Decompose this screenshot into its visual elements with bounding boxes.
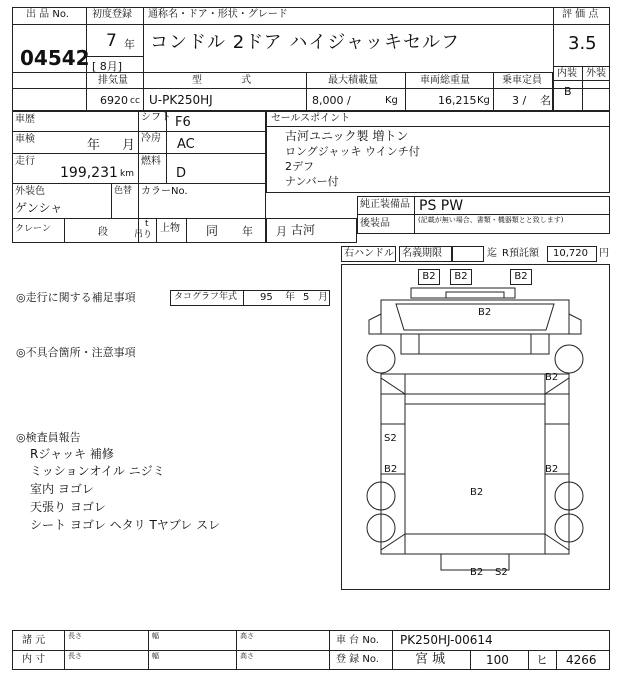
- tachograph-month: 5: [303, 292, 310, 303]
- vehicle-name: コンドル 2ドア ハイジャッキセルフ: [150, 32, 460, 53]
- model-label: 型 式: [192, 75, 270, 86]
- handle: 右ハンドル: [344, 248, 394, 259]
- spec-length-label: 長さ: [68, 632, 82, 640]
- tachograph-year: 95: [260, 292, 273, 303]
- aftermarket-label: 後装品: [360, 218, 390, 229]
- inner-width-label: 幅: [152, 652, 159, 660]
- inner-height-label: 高さ: [240, 652, 254, 660]
- exterior-label: 外装: [586, 68, 606, 79]
- damage-mark: B2: [418, 269, 440, 285]
- expiry-mark: 迄: [487, 248, 497, 259]
- standard-equipment: PS PW: [419, 198, 464, 214]
- upper-label: 上物: [160, 223, 180, 234]
- footer-spec-label: 諸 元: [22, 635, 46, 646]
- crane-label: クレーン: [15, 224, 51, 234]
- aftermarket-note: (記載が無い場合、書類・機器類とと致します): [418, 216, 564, 224]
- inspection-month-unit: 月: [122, 138, 136, 153]
- model: U-PK250HJ: [149, 93, 213, 107]
- capacity-unit: 名: [540, 94, 551, 107]
- gross-weight-label: 車両総重量: [420, 75, 470, 86]
- inner-length-label: 長さ: [68, 652, 82, 660]
- crane-lift-label: 吊り: [134, 230, 153, 240]
- rating: 3.5: [568, 33, 597, 54]
- lot-no: 04542: [20, 46, 90, 70]
- inspector-line-4: 天張り ヨゴレ: [30, 500, 106, 514]
- registration-label: 登 録 No.: [336, 654, 379, 665]
- upper-month-unit: 月: [276, 225, 287, 238]
- chassis-number: PK250HJ-00614: [400, 633, 493, 647]
- registration-number: 4266: [566, 653, 597, 667]
- r-value: 10,720: [553, 248, 588, 259]
- fuel: D: [176, 166, 187, 181]
- max-load: 8,000 /: [312, 94, 351, 107]
- shift: F6: [175, 115, 191, 130]
- rating-label: 評 価 点: [562, 9, 599, 20]
- inspector-report-label: ◎検査員報告: [16, 431, 81, 444]
- damage-mark: B2: [545, 372, 559, 383]
- tachograph-year-unit: 年: [285, 292, 295, 303]
- damage-mark: B2: [470, 567, 484, 578]
- displacement-label: 排気量: [98, 75, 128, 86]
- gross-weight: 16,215: [438, 94, 477, 107]
- r-label: R預託額: [502, 248, 539, 259]
- max-load-unit: Kg: [385, 95, 398, 106]
- crane-dan-label: 段: [98, 227, 108, 238]
- upper-year-unit: 年: [242, 225, 253, 238]
- inspector-line-2: ミッションオイル ニジミ: [30, 464, 165, 478]
- inspector-line-1: Rジャッキ 補修: [30, 447, 114, 461]
- inspector-line-5: シート ヨゴレ ヘタリ Tヤブレ スレ: [30, 518, 221, 532]
- damage-mark: B2: [384, 464, 398, 475]
- inspector-line-3: 室内 ヨゴレ: [30, 482, 94, 496]
- lot-no-label: 出 品 No.: [26, 9, 69, 20]
- damage-mark: B2: [470, 487, 484, 498]
- fuel-label: 燃料: [141, 156, 161, 167]
- damage-mark: B2: [478, 307, 492, 318]
- sales-point-1: 古河ユニック製 増トン: [285, 129, 409, 143]
- chassis-label: 車 台 No.: [336, 635, 379, 646]
- tachograph-label: タコグラフ年式: [174, 292, 238, 302]
- sales-point-3: 2デフ: [285, 160, 314, 173]
- mileage: 199,231: [60, 165, 118, 181]
- upper-year: 同: [206, 224, 219, 238]
- first-reg-year: 7: [106, 31, 117, 51]
- first-reg-month: [ 8月]: [92, 60, 123, 73]
- tachograph-month-unit: 月: [318, 292, 328, 303]
- color: ゲンシャ: [15, 201, 63, 215]
- mileage-label: 走行: [15, 156, 35, 167]
- driving-notes-label: ◎走行に関する補足事項: [16, 291, 136, 304]
- inspection-year-unit: 年: [87, 138, 101, 153]
- color-change-label: 色替: [114, 186, 133, 196]
- color-code-label: カラーNo.: [141, 186, 188, 197]
- upper-value: 古河: [291, 223, 316, 237]
- inspection-label: 車検: [15, 134, 35, 145]
- ac: AC: [177, 137, 195, 152]
- first-reg-label: 初度登録: [92, 9, 132, 20]
- footer-inner-label: 内 寸: [22, 654, 46, 665]
- spec-height-label: 高さ: [240, 632, 254, 640]
- damage-mark: S2: [495, 567, 508, 578]
- truck-diagram: [341, 264, 610, 590]
- model-name-label: 通称名・ドア・形状・グレード: [148, 9, 288, 20]
- max-load-label: 最大積載量: [328, 75, 378, 86]
- damage-mark: B2: [450, 269, 472, 285]
- shift-label: シフト: [141, 112, 171, 123]
- defects-label: ◎不具合箇所・注意事項: [16, 346, 136, 359]
- displacement-unit: cc: [130, 96, 140, 106]
- r-unit: 円: [599, 248, 609, 259]
- interior-label: 内装: [557, 68, 577, 79]
- crane-t-label: t: [145, 219, 149, 229]
- gross-weight-unit: Kg: [477, 95, 490, 106]
- registration-class: 100: [486, 653, 509, 667]
- displacement: 6920: [100, 94, 128, 107]
- damage-mark: S2: [384, 433, 397, 444]
- history-label: 車歴: [15, 114, 35, 125]
- damage-mark: B2: [545, 464, 559, 475]
- spec-width-label: 幅: [152, 632, 159, 640]
- standard-equipment-label: 純正装備品: [360, 199, 410, 210]
- first-reg-year-unit: 年: [124, 38, 135, 51]
- interior-grade: B: [564, 85, 572, 98]
- registration-kana: ヒ: [536, 653, 549, 667]
- ac-label: 冷房: [141, 133, 161, 144]
- capacity-label: 乗車定員: [502, 75, 542, 86]
- registration-region: 宮 城: [415, 652, 446, 667]
- name-change: 名義期限: [402, 248, 442, 259]
- color-label: 外装色: [15, 186, 45, 197]
- sales-point-2: ロングジャッキ ウインチ付: [285, 145, 420, 158]
- mileage-unit: km: [120, 169, 134, 179]
- sales-point-4: ナンバー付: [285, 175, 339, 188]
- damage-mark: B2: [510, 269, 532, 285]
- capacity: 3 /: [512, 94, 527, 107]
- sales-points-title: セールスポイント: [271, 113, 351, 124]
